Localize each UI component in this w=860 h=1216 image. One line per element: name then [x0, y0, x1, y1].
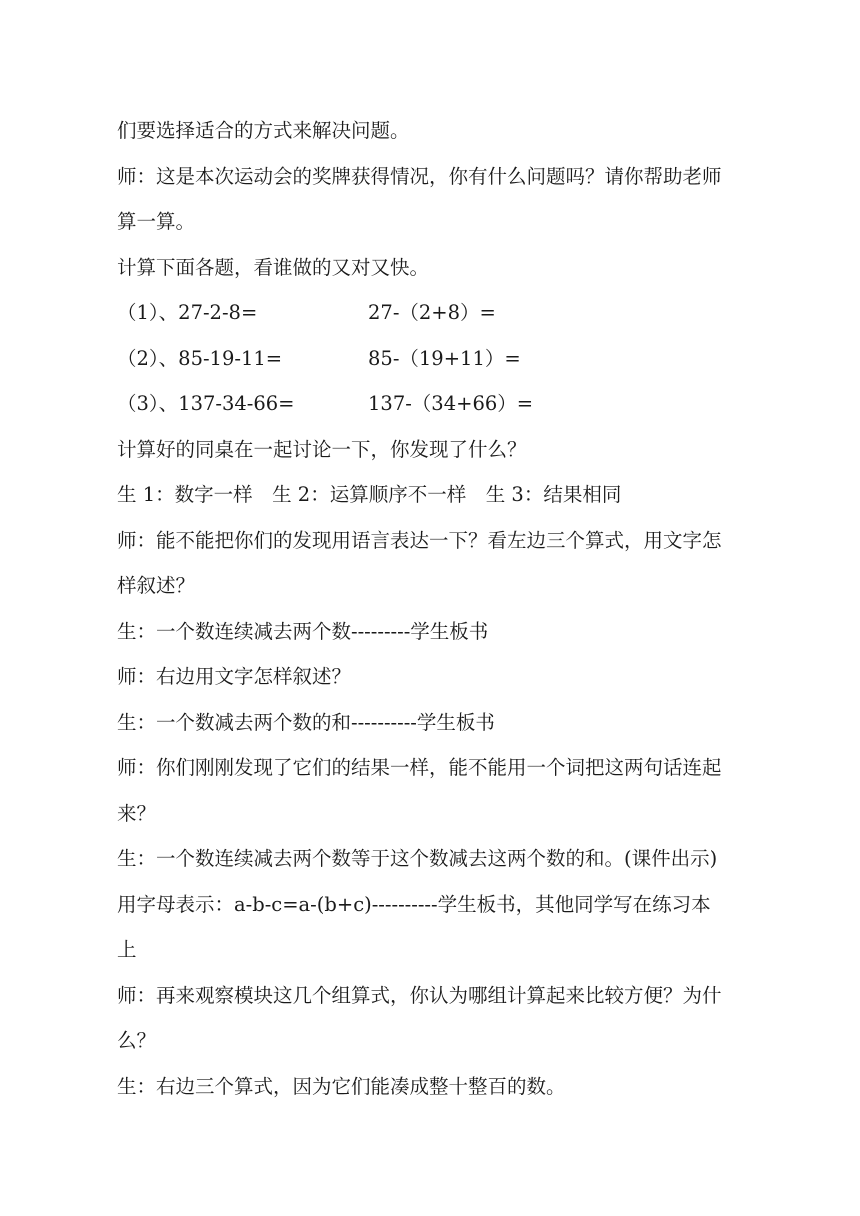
text-line: 师：再来观察模块这几个组算式，你认为哪组计算起来比较方便？为什: [117, 983, 722, 1007]
text-line: 生：一个数连续减去两个数---------学生板书: [117, 619, 489, 643]
text-line: 生：一个数连续减去两个数等于这个数减去这两个数的和。(课件出示): [117, 847, 718, 870]
exercise-left: （3）、137-34-66=: [117, 392, 295, 415]
exercise-row: [117, 290, 757, 336]
text-line: 计算好的同桌在一起讨论一下，你发现了什么？: [117, 437, 527, 461]
text-line: 计算下面各题，看谁做的又对又快。: [117, 255, 430, 279]
text-line: 来？: [117, 801, 157, 825]
exercise-left: （2）、85-19-11=: [117, 346, 283, 370]
exercise-row: [117, 381, 757, 427]
text-line: 样叙述？: [117, 574, 196, 597]
text-line: 算一算。: [117, 210, 196, 233]
document-body: [117, 108, 757, 1109]
text-line: 生：右边三个算式，因为它们能凑成整十整百的数。: [117, 1074, 566, 1098]
text-line: 师：右边用文字怎样叙述？: [117, 665, 352, 688]
text-line: 们要选择适合的方式来解决问题。: [117, 119, 410, 142]
exercise-right: 27-（2+8）=: [368, 301, 496, 324]
text-line: 生：一个数减去两个数的和----------学生板书: [117, 710, 495, 734]
text-line: 上: [117, 938, 137, 961]
exercise-left: （1）、27-2-8=: [117, 301, 258, 324]
text-line: 用字母表示：a-b-c=a-(b+c)----------学生板书，其他同学写在练习本: [117, 892, 711, 916]
text-line: 师：你们刚刚发现了它们的结果一样，能不能用一个词把这两句话连起: [117, 756, 722, 779]
text-line: 师：这是本次运动会的奖牌获得情况，你有什么问题吗？请你帮助老师: [117, 164, 722, 188]
text-line: 么？: [117, 1029, 157, 1052]
exercise-row: [117, 336, 757, 382]
text-line: 师：能不能把你们的发现用语言表达一下？看左边三个算式，用文字怎: [117, 528, 722, 552]
text-line: 生 1：数字一样 生 2：运算顺序不一样 生 3：结果相同: [117, 483, 622, 506]
exercise-right: 137-（34+66）=: [368, 392, 534, 415]
exercise-right: 85-（19+11）=: [368, 346, 521, 370]
